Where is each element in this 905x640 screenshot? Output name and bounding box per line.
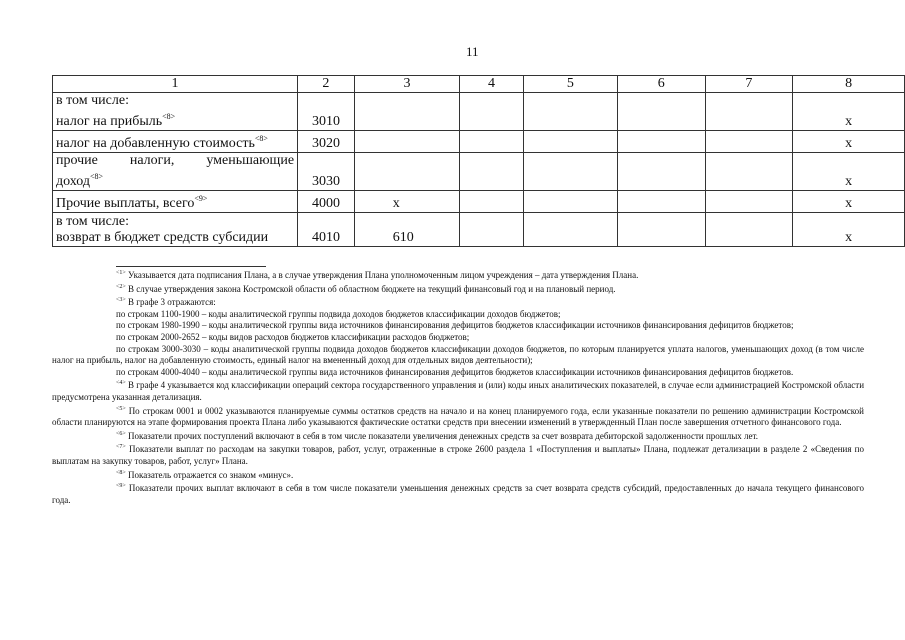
- row-col7: [705, 131, 793, 153]
- row-label-line: налог на добавленную стоимость$^{<8>}$: [56, 134, 268, 151]
- table-row: [53, 213, 905, 247]
- footnote-text: по строкам 1980-1990 – коды аналитической группы вида источников финансирования дефицитов бюджетов классификации источников финансирования дефицитов бюджетов;: [116, 320, 794, 331]
- row-code: 3020: [298, 131, 355, 153]
- footnote-item: [52, 429, 864, 443]
- row-label: [53, 191, 298, 213]
- row-code: 3010: [298, 93, 355, 131]
- row-label: [53, 131, 298, 153]
- footnote-mark: <2>: [116, 283, 126, 290]
- footnote-text: В графе 3 отражаются:: [128, 297, 216, 308]
- row-col4: [460, 93, 523, 131]
- row-label-line: Прочие выплаты, всего$^{<9>}$: [56, 194, 208, 211]
- footnote-text: В графе 4 указывается код классификации операций сектора государственного управления и (или) коды иных аналитических показателей, в случае если администрацией Костромской области предусмотрена указанная детализация.: [52, 380, 865, 402]
- row-label: [53, 93, 298, 131]
- row-label-line: в том числе:: [56, 214, 129, 229]
- footnote-mark: <7>: [116, 444, 126, 451]
- row-col8: х: [793, 93, 905, 131]
- row-label-line: в том числе:: [56, 93, 129, 108]
- row-col7: [705, 213, 793, 247]
- row-col6: [618, 213, 706, 247]
- footnote-mark: <6>: [116, 430, 126, 437]
- row-col5: [523, 213, 617, 247]
- row-col3: [354, 93, 460, 131]
- row-code: 4010: [298, 213, 355, 247]
- table-row: [53, 191, 905, 213]
- footnote-mark: <9>: [116, 483, 126, 490]
- row-col4: [460, 213, 523, 247]
- footnote-text: Показатель отражается со знаком «минус».: [128, 469, 294, 480]
- row-col6: [618, 191, 706, 213]
- footnote-item: [52, 404, 864, 429]
- row-col4: [460, 153, 523, 191]
- row-code: 4000: [298, 191, 355, 213]
- row-col7: [705, 153, 793, 191]
- footnote-text: Показатели прочих поступлений включают в себя в том числе показатели увеличения денежных средств за счет возврата дебиторской задолженности прошлых лет.: [128, 430, 758, 441]
- footnote-text: В случае утверждения закона Костромской области об областном бюджете на текущий финансовый год и на плановый период.: [128, 283, 616, 294]
- footnotes: [52, 268, 864, 506]
- table-row: [53, 153, 905, 191]
- column-header: 8: [793, 76, 905, 93]
- footnote-mark: <4>: [116, 380, 126, 387]
- row-label-line: прочие налоги, уменьшающие: [56, 153, 295, 168]
- footnote-ref: <8>: [89, 172, 103, 181]
- footnote-ref: <8>: [162, 112, 176, 121]
- row-col8: х: [793, 153, 905, 191]
- row-col3: х: [354, 191, 460, 213]
- row-col5: [523, 93, 617, 131]
- footnote-item: [52, 268, 864, 282]
- page-number: 11: [466, 44, 479, 59]
- column-header: 3: [354, 76, 460, 93]
- row-label-line: налог на прибыль$^{<8>}$: [56, 112, 176, 129]
- footnote-item: [52, 481, 864, 506]
- row-col3: [354, 131, 460, 153]
- column-header: 7: [705, 76, 793, 93]
- footnote-text: по строкам 4000-4040 – коды аналитической группы вида источников финансирования дефицитов бюджетов классификации источников финансирования дефицитов бюджетов.: [116, 366, 794, 377]
- row-col8: х: [793, 213, 905, 247]
- row-col7: [705, 93, 793, 131]
- footnote-item: [52, 468, 864, 482]
- footnote-text: по строкам 1100-1900 – коды аналитической группы подвида доходов бюджетов классификации доходов бюджетов;: [116, 308, 561, 319]
- footnote-text: по строкам 2000-2652 – коды видов расходов бюджетов классификации расходов бюджетов;: [116, 331, 470, 342]
- footnote-separator: [116, 266, 266, 267]
- table-row: [53, 131, 905, 153]
- footnote-text: По строкам 0001 и 0002 указываются планируемые суммы остатков средств на начало и на конец планируемого года, если указанные показатели по решению администрации Костромской области планируются на этапе формирования проекта Плана либо указываются фактические остатки средств при внесении изменений в утвержденный План после завершения отчетного финансового года.: [52, 405, 864, 428]
- footnote-item: [52, 367, 864, 379]
- row-col7: [705, 191, 793, 213]
- row-col6: [618, 153, 706, 191]
- footnote-text: Показатели выплат по расходам на закупки товаров, работ, услуг, отраженные в строке 2600 раздела 1 «Поступления и выплаты» Плана, подлежат детализации в разделе 2 «Сведения по выплатам на закупку товаров, работ, услуг» Плана.: [52, 444, 864, 466]
- footnote-item: [52, 309, 864, 321]
- footnote-item: [52, 320, 864, 332]
- column-header: 1: [53, 76, 298, 93]
- footnote-mark: <5>: [116, 405, 126, 412]
- table-header-row: [53, 76, 905, 93]
- row-label-line: доход$^{<8>}$: [56, 172, 103, 189]
- footnote-item: [52, 282, 864, 296]
- row-col3: 610: [354, 213, 460, 247]
- row-col6: [618, 93, 706, 131]
- footnote-item: [52, 378, 864, 403]
- row-col8: х: [793, 131, 905, 153]
- footnote-item: [52, 332, 864, 344]
- column-header: 2: [298, 76, 355, 93]
- row-label: [53, 153, 298, 191]
- column-header: 5: [523, 76, 617, 93]
- footnote-ref: <8>: [254, 134, 268, 143]
- column-header: 6: [618, 76, 706, 93]
- footnote-item: [52, 344, 864, 367]
- table-row: [53, 93, 905, 131]
- footnote-text: по строкам 3000-3030 – коды аналитической группы подвида доходов бюджетов классификации доходов бюджетов, по которым планируется уплата налогов, уменьшающих доход (в том числе налог на прибыль, налог на добавленную стоимость, единый налог на вмененный доход для отдельных видов деятельности);: [52, 343, 864, 366]
- footnote-item: [52, 442, 864, 467]
- row-col4: [460, 191, 523, 213]
- footnote-text: Показатели прочих выплат включают в себя в том числе показатели уменьшения денежных средств за счет возврата средств субсидий, предоставленных до начала текущего финансового года.: [52, 483, 864, 505]
- row-col5: [523, 191, 617, 213]
- footnote-mark: <8>: [116, 469, 126, 476]
- row-col3: [354, 153, 460, 191]
- footnote-text: Указывается дата подписания Плана, а в случае утверждения Плана уполномоченным лицом учреждения – дата утверждения Плана.: [128, 270, 639, 280]
- footnote-mark: <1>: [116, 270, 126, 276]
- row-col5: [523, 153, 617, 191]
- plan-table: [52, 75, 905, 247]
- row-col4: [460, 131, 523, 153]
- footnote-item: [52, 295, 864, 309]
- footnote-ref: <9>: [194, 194, 208, 203]
- row-col6: [618, 131, 706, 153]
- row-label-line: возврат в бюджет средств субсидии: [56, 230, 269, 245]
- column-header: 4: [460, 76, 523, 93]
- row-col5: [523, 131, 617, 153]
- row-code: 3030: [298, 153, 355, 191]
- row-label: [53, 213, 298, 247]
- footnote-mark: <3>: [116, 297, 126, 304]
- row-col8: х: [793, 191, 905, 213]
